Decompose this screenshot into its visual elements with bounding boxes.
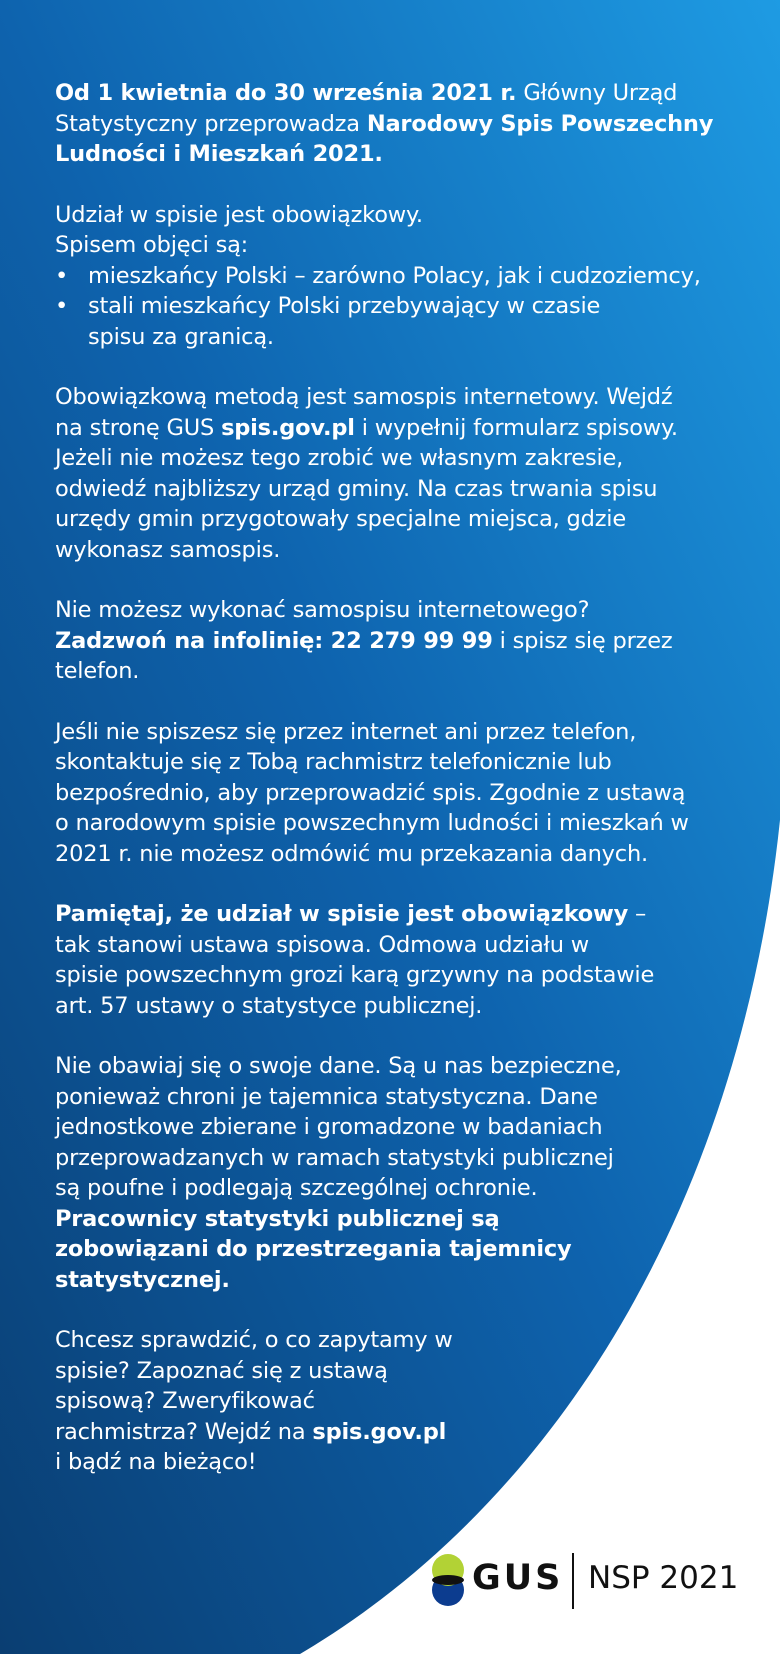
hotline-number: Zadzwoń na infolinię: 22 279 99 99 (55, 627, 493, 654)
leaflet-body (55, 78, 735, 1508)
method-text-continued: i wypełnij formularz spisowy. Jeżeli nie możesz tego zrobić we własnym zakresie, odwiedź najbliższy urząd gminy. Na czas trwania spisu urzędy gmin przygotowały specjalne miejsca, gdzie wykonasz samospis. (55, 414, 678, 563)
participation-mandatory: Udział w spisie jest obowiązkowy. (55, 201, 423, 228)
phone-section (55, 595, 735, 687)
enumerator-paragraph: Jeśli nie spiszesz się przez internet ani przez telefon, skontaktuje się z Tobą rachmistrz telefonicznie lub bezpośrednio, aby przeprowadzić spis. Zgodnie z ustawą o narodowym spisie powszechnym ludności i mieszkań w 2021 r. nie możesz odmówić mu przekazania danych. (55, 718, 689, 867)
census-name: Narodowy Spis Powszechny Ludności i Mieszkań 2021. (55, 110, 714, 167)
mandatory-paragraph (55, 899, 655, 1021)
site-link: spis.gov.pl (312, 1418, 447, 1445)
mandatory-text: – tak stanowi ustawa spisowa. Odmowa udziału w spisie powszechnym grozi karą grzywny na podstawie art. 57 ustawy o statystyce publicznej. (55, 901, 655, 1019)
phone-question: Nie możesz wykonać samospisu internetowego? (55, 597, 590, 623)
site-link: spis.gov.pl (221, 414, 355, 441)
check-text-continued: i bądź na bieżąco! (55, 1449, 257, 1475)
list-item: • mieszkańcy Polski – zarówno Polacy, jak i cudzoziemcy, (55, 261, 735, 292)
method-paragraph (55, 382, 695, 565)
gus-logo-icon (428, 1552, 468, 1608)
phone-instruction: i spisz się przez telefon. (55, 627, 673, 684)
campaign-name: NSP 2021 (588, 1560, 739, 1596)
mandatory-reminder: Pamiętaj, że udział w spisie jest obowiązkowy (55, 901, 629, 927)
privacy-bold: Pracownicy statystyki publicznej są zobowiązani do przestrzegania tajemnicy statystycznej. (55, 1205, 572, 1293)
intro-dates: Od 1 kwietnia do 30 września 2021 r. (55, 80, 517, 106)
method-text: Obowiązkową metodą jest samospis internetowy. Wejdź na stronę GUS (55, 384, 673, 441)
intro-text: Główny Urząd Statystyczny przeprowadza (55, 80, 678, 137)
list-item: • stali mieszkańcy Polski przebywający w czasie spisu za granicą. (55, 291, 658, 352)
covered-list (55, 261, 735, 353)
participation-covered: Spisem objęci są: (55, 232, 249, 258)
participation-section (55, 200, 735, 353)
footer-logos (428, 1552, 758, 1610)
logo-divider (572, 1553, 574, 1609)
intro-paragraph (55, 78, 735, 170)
privacy-paragraph (55, 1051, 635, 1295)
gus-logo-text: GUS (472, 1558, 564, 1598)
check-text: Chcesz sprawdzić, o co zapytamy w spisie? Zapoznać się z ustawą spisową? Zweryfikować rachmistrza? Wejdź na (55, 1327, 453, 1445)
check-paragraph (55, 1325, 455, 1478)
privacy-text: Nie obawiaj się o swoje dane. Są u nas bezpieczne, ponieważ chroni je tajemnica statystyczna. Dane jednostkowe zbierane i gromadzone w badaniach przeprowadzanych w ramach statystyki publicznej są poufne i podlegają szczególnej ochronie. (55, 1053, 622, 1201)
